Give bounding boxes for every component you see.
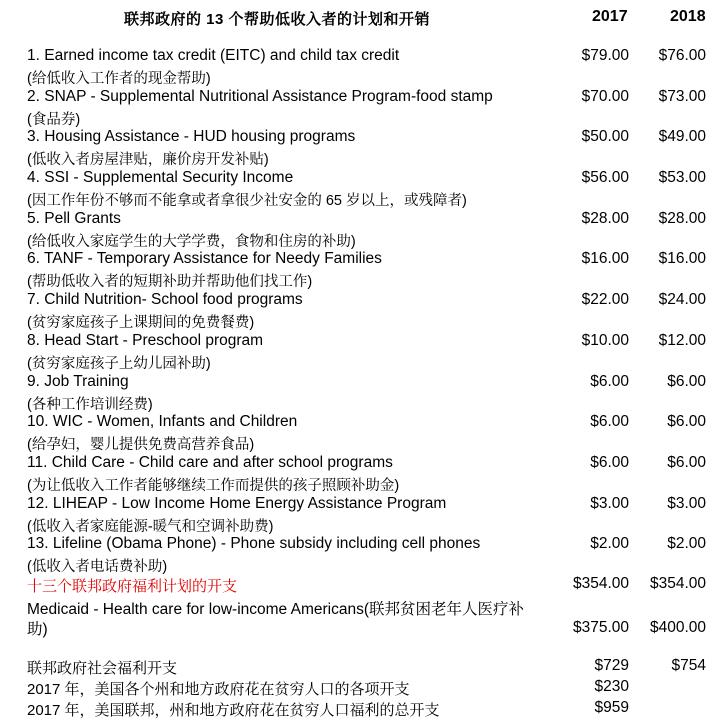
table-row (0, 332, 726, 373)
program-description: (低收入者电话费补助) (27, 559, 168, 576)
program-name: 9. Job Training (27, 372, 129, 390)
value-2017: $79.00 (581, 47, 629, 64)
summary-value-2017: $230 (594, 678, 629, 695)
program-description: (贫穷家庭孩子上幼儿园补助) (27, 355, 211, 372)
summary-label: 2017 年，美国各个州和地方政府花在贫穷人口的各项开支 (27, 681, 410, 698)
table-header (0, 6, 726, 28)
value-2018: $2.00 (667, 535, 706, 553)
value-2018: $6.00 (667, 413, 706, 431)
program-description: (为让低收入工作者能够继续工作而提供的孩子照顾补助金) (27, 477, 400, 494)
value-2017: $10.00 (581, 331, 629, 349)
program-name: 3. Housing Assistance - HUD housing programs (27, 128, 356, 146)
total-label: 十三个联邦政府福利计划的开支 (27, 578, 238, 595)
value-2017: $3.00 (590, 494, 629, 512)
value-2017: $2.00 (590, 535, 629, 553)
value-2017: $16.00 (581, 250, 629, 268)
program-description: (贫穷家庭孩子上课期间的免费餐费) (27, 315, 255, 332)
value-2018: $6.00 (667, 372, 706, 390)
program-name: 4. SSI - Supplemental Security Income (27, 169, 294, 187)
value-2018: $53.00 (658, 169, 706, 187)
program-name: 2. SNAP - Supplemental Nutritional Assistance Program-food stamp (27, 87, 493, 105)
program-name: 1. Earned income tax credit (EITC) and child tax credit (27, 47, 400, 64)
program-description: (帮助低收入者的短期补助并帮助他们找工作) (27, 274, 313, 291)
value-2017: $56.00 (581, 169, 629, 187)
value-2018: $28.00 (658, 209, 706, 227)
table-row (0, 495, 726, 536)
program-rows (0, 47, 726, 576)
program-name: 11. Child Care - Child care and after school programs (27, 453, 393, 471)
table-title: 联邦政府的 13 个帮助低收入者的计划和开销 (124, 11, 431, 28)
table-row (0, 169, 726, 210)
value-2017: $70.00 (581, 87, 629, 105)
program-description: (因工作年份不够而不能拿或者拿很少社安金的 65 岁以上，或残障者) (27, 193, 467, 210)
program-name: 7. Child Nutrition- School food programs (27, 291, 303, 309)
value-2018: $76.00 (658, 47, 706, 64)
value-2017: $6.00 (590, 372, 629, 390)
total-2018: $354.00 (649, 575, 706, 592)
summary-value-2018: $754 (671, 657, 706, 674)
value-2018: $49.00 (658, 128, 706, 146)
value-2018: $12.00 (658, 331, 706, 349)
value-2017: $22.00 (581, 291, 629, 309)
value-2017: $28.00 (581, 209, 629, 227)
program-description: (给孕妇，婴儿提供免费高营养食品) (27, 437, 255, 454)
table-row (0, 413, 726, 454)
program-description: (各种工作培训经费) (27, 396, 153, 413)
value-2018: $3.00 (667, 494, 706, 512)
medicaid-label-line1: Medicaid - Health care for low-income Americans(联邦贫困老年人医疗补 (27, 601, 524, 618)
program-description: (给低收入工作者的现金帮助) (27, 71, 211, 87)
program-description: (给低收入家庭学生的大学学费，食物和住房的补助) (27, 233, 356, 250)
program-description: (食品券) (27, 111, 81, 128)
column-header-2017: 2017 (592, 8, 628, 25)
table-row (0, 250, 726, 291)
value-2017: $6.00 (590, 453, 629, 471)
value-2018: $16.00 (658, 250, 706, 268)
program-description: (低收入者房屋津贴，廉价房开发补贴) (27, 152, 269, 169)
table-row (0, 373, 726, 414)
program-name: 10. WIC - Women, Infants and Children (27, 413, 298, 431)
table-row (0, 128, 726, 169)
summary-value-2017: $729 (594, 657, 629, 674)
program-name: 12. LIHEAP - Low Income Home Energy Assistance Program (27, 494, 447, 512)
value-2018: $73.00 (658, 87, 706, 105)
column-header-2018: 2018 (670, 8, 706, 25)
program-name: 13. Lifeline (Obama Phone) - Phone subsidy including cell phones (27, 535, 481, 553)
program-name: 5. Pell Grants (27, 209, 121, 227)
summary-row (0, 657, 726, 678)
table-row (0, 535, 726, 576)
program-description: (低收入者家庭能源-暖气和空调补助费) (27, 518, 274, 535)
summary-label: 联邦政府社会福利开支 (27, 660, 178, 677)
table-row (0, 210, 726, 251)
summary-row (0, 678, 726, 699)
medicaid-row (0, 597, 726, 641)
medicaid-2018: $400.00 (649, 619, 706, 636)
medicaid-label-line2: 助) (27, 621, 48, 638)
summary-label: 2017 年，美国联邦，州和地方政府花在贫穷人口福利的总开支 (27, 702, 440, 719)
total-row (0, 575, 726, 597)
value-2017: $6.00 (590, 413, 629, 431)
summary-row (0, 699, 726, 720)
summary-section (0, 657, 726, 720)
value-2017: $50.00 (581, 128, 629, 146)
table-row (0, 454, 726, 495)
table-row (0, 88, 726, 129)
total-2017: $354.00 (572, 575, 629, 592)
summary-value-2017: $959 (594, 699, 629, 716)
medicaid-2017: $375.00 (572, 619, 629, 636)
table-row (0, 291, 726, 332)
value-2018: $24.00 (658, 291, 706, 309)
program-name: 6. TANF - Temporary Assistance for Needy Families (27, 250, 382, 268)
table-row (0, 47, 726, 88)
value-2018: $6.00 (667, 453, 706, 471)
program-name: 8. Head Start - Preschool program (27, 331, 264, 349)
